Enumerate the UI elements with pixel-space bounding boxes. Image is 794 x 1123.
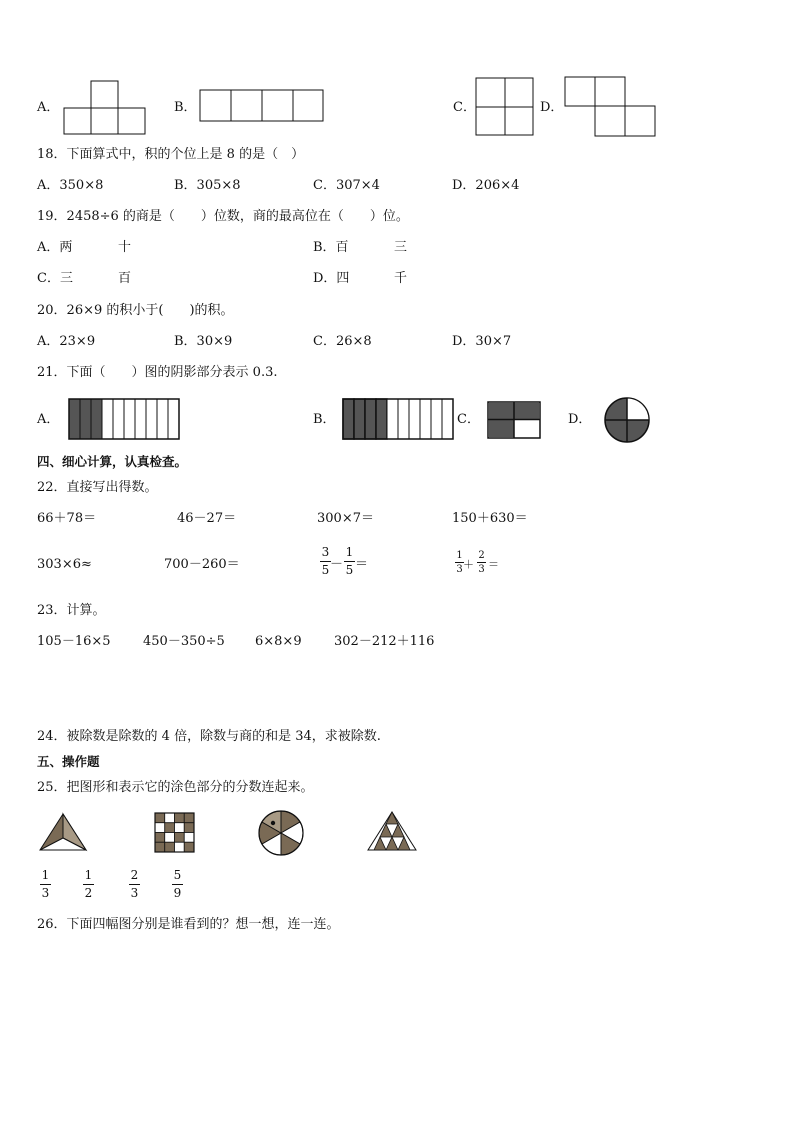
checker-cell	[155, 823, 165, 833]
q20-option-c[interactable]: C．26×8	[313, 334, 372, 349]
denominator: 3	[41, 886, 50, 900]
strip-cell	[387, 399, 398, 439]
q22-stem: 22．直接写出得数。	[37, 480, 158, 495]
checker-cell	[165, 833, 175, 843]
q17-option-d-figure	[564, 76, 658, 138]
denominator: 3	[478, 564, 485, 575]
checker-cell	[165, 813, 175, 823]
q18-stem: 18．下面算式中，积的个位上是 8 的是（ ）	[37, 147, 305, 162]
q21-option-d-label[interactable]: D．	[568, 412, 592, 427]
strip-cell	[91, 399, 102, 439]
q23-stem: 23．计算。	[37, 603, 106, 618]
strip-cell	[354, 399, 365, 439]
q22-row2-item2: 700－260＝	[164, 557, 240, 572]
q25-triangle-figure	[38, 812, 88, 852]
strip-cell	[102, 399, 113, 439]
denominator: 2	[84, 886, 93, 900]
q21-option-b-strip	[342, 398, 454, 440]
q22-row1-item4: 150＋630＝	[452, 511, 528, 526]
q22-fraction-2-eq: ＝	[488, 558, 499, 571]
checker-cell	[184, 813, 194, 823]
checker-cell	[175, 842, 185, 852]
q25-checker-square-figure	[154, 812, 196, 854]
checker-cell	[155, 842, 165, 852]
checker-cell	[184, 842, 194, 852]
q19-stem: 19．2458÷6 的商是（ ）位数，商的最高位在（ ）位。	[37, 209, 409, 224]
strip-cell	[442, 399, 453, 439]
q25-fraction-2[interactable]	[83, 869, 94, 900]
strip-cell	[343, 399, 354, 439]
q22-fraction-2-op: ＋	[463, 558, 474, 571]
numerator: 5	[173, 868, 182, 882]
checker-cell	[165, 842, 175, 852]
q17-option-d-label[interactable]: D．	[540, 100, 564, 115]
q21-option-c-label[interactable]: C．	[457, 412, 480, 427]
checker-cell	[175, 813, 185, 823]
denominator: 9	[173, 886, 182, 900]
q20-option-b[interactable]: B．30×9	[174, 334, 233, 349]
checker-cell	[184, 833, 194, 843]
strip-cell	[365, 399, 376, 439]
strip-cell	[124, 399, 135, 439]
q21-option-c-square	[487, 401, 541, 439]
q21-option-d-circle	[603, 396, 651, 444]
q22-fraction-1-eq: ＝	[355, 557, 369, 572]
q25-pie-circle-figure	[257, 809, 305, 857]
q22-row1-item3: 300×7＝	[317, 511, 374, 526]
checker-cell	[155, 833, 165, 843]
checker-cell	[155, 813, 165, 823]
q18-option-a[interactable]: A．350×8	[37, 178, 104, 193]
q17-option-c-figure	[475, 77, 535, 137]
strip-cell	[420, 399, 431, 439]
q17-option-a-label[interactable]: A．	[37, 100, 60, 115]
q18-option-c[interactable]: C．307×4	[313, 178, 380, 193]
q25-triforce-triangle-figure	[366, 810, 418, 852]
q21-option-b-label[interactable]: B．	[313, 412, 336, 427]
strip-cell	[168, 399, 179, 439]
strip-cell	[431, 399, 442, 439]
q18-option-b[interactable]: B．305×8	[174, 178, 241, 193]
q20-stem: 20．26×9 的积小于( )的积。	[37, 303, 234, 318]
strip-cell	[135, 399, 146, 439]
checker-cell	[184, 823, 194, 833]
strip-cell	[398, 399, 409, 439]
q19-option-a[interactable]: A．两	[37, 240, 73, 255]
q21-option-a-label[interactable]: A．	[37, 412, 60, 427]
q17-option-b-figure	[199, 89, 325, 123]
q20-option-a[interactable]: A．23×9	[37, 334, 96, 349]
q17-option-b-label[interactable]: B．	[174, 100, 197, 115]
q19-option-b[interactable]: B．百	[313, 240, 349, 255]
q22-row1-item2: 46－27＝	[177, 511, 237, 526]
q25-stem: 25．把图形和表示它的涂色部分的分数连起来。	[37, 780, 314, 795]
strip-cell	[146, 399, 157, 439]
strip-cell	[409, 399, 420, 439]
q21-option-a-strip	[68, 398, 180, 440]
q17-option-c-label[interactable]: C．	[453, 100, 476, 115]
checker-cell	[165, 823, 175, 833]
strip-cell	[80, 399, 91, 439]
denominator: 5	[321, 563, 330, 577]
q19-option-b-second: 三	[394, 240, 408, 255]
q26-stem: 26．下面四幅图分别是谁看到的？想一想，连一连。	[37, 917, 340, 932]
q22-fraction-1-op: －	[330, 557, 344, 572]
q23-item1: 105－16×5	[37, 634, 111, 649]
q22-fraction-2b	[477, 550, 486, 575]
section4-title: 四、细心计算，认真检查。	[37, 454, 188, 469]
strip-cell	[376, 399, 387, 439]
denominator: 5	[345, 563, 354, 577]
q23-item4: 302－212＋116	[334, 634, 435, 649]
numerator: 1	[84, 868, 93, 882]
q17-option-a-figure	[63, 80, 147, 136]
q19-option-d-second: 千	[394, 271, 408, 286]
strip-cell	[69, 399, 80, 439]
q24-stem: 24．被除数是除数的 4 倍，除数与商的和是 34，求被除数.	[37, 729, 381, 744]
numerator: 1	[41, 868, 50, 882]
q25-fraction-4[interactable]	[172, 869, 183, 900]
q19-option-a-second: 十	[118, 240, 132, 255]
q18-option-d[interactable]: D．206×4	[452, 178, 520, 193]
strip-cell	[113, 399, 124, 439]
numerator: 2	[130, 868, 139, 882]
q20-option-d[interactable]: D．30×7	[452, 334, 512, 349]
q23-item3: 6×8×9	[255, 634, 302, 649]
checker-cell	[175, 823, 185, 833]
denominator: 3	[130, 886, 139, 900]
q23-item2: 450－350÷5	[143, 634, 225, 649]
q19-option-c[interactable]: C．三	[37, 271, 73, 286]
q22-fraction-1b	[344, 546, 355, 577]
q19-option-d[interactable]: D．四	[313, 271, 350, 286]
q19-option-c-second: 百	[118, 271, 132, 286]
section5-title: 五、操作题	[37, 754, 100, 769]
q25-fraction-3[interactable]	[129, 869, 140, 900]
q21-stem: 21．下面（ ）图的阴影部分表示 0.3.	[37, 365, 278, 380]
checker-cell	[175, 833, 185, 843]
q22-row1-item1: 66＋78＝	[37, 511, 97, 526]
numerator: 1	[345, 545, 354, 559]
q22-row2-item1: 303×6≈	[37, 557, 92, 572]
numerator: 3	[321, 545, 330, 559]
numerator: 1	[456, 550, 463, 561]
q25-fraction-1[interactable]	[40, 869, 51, 900]
numerator: 2	[478, 550, 485, 561]
strip-cell	[157, 399, 168, 439]
denominator: 3	[456, 564, 463, 575]
